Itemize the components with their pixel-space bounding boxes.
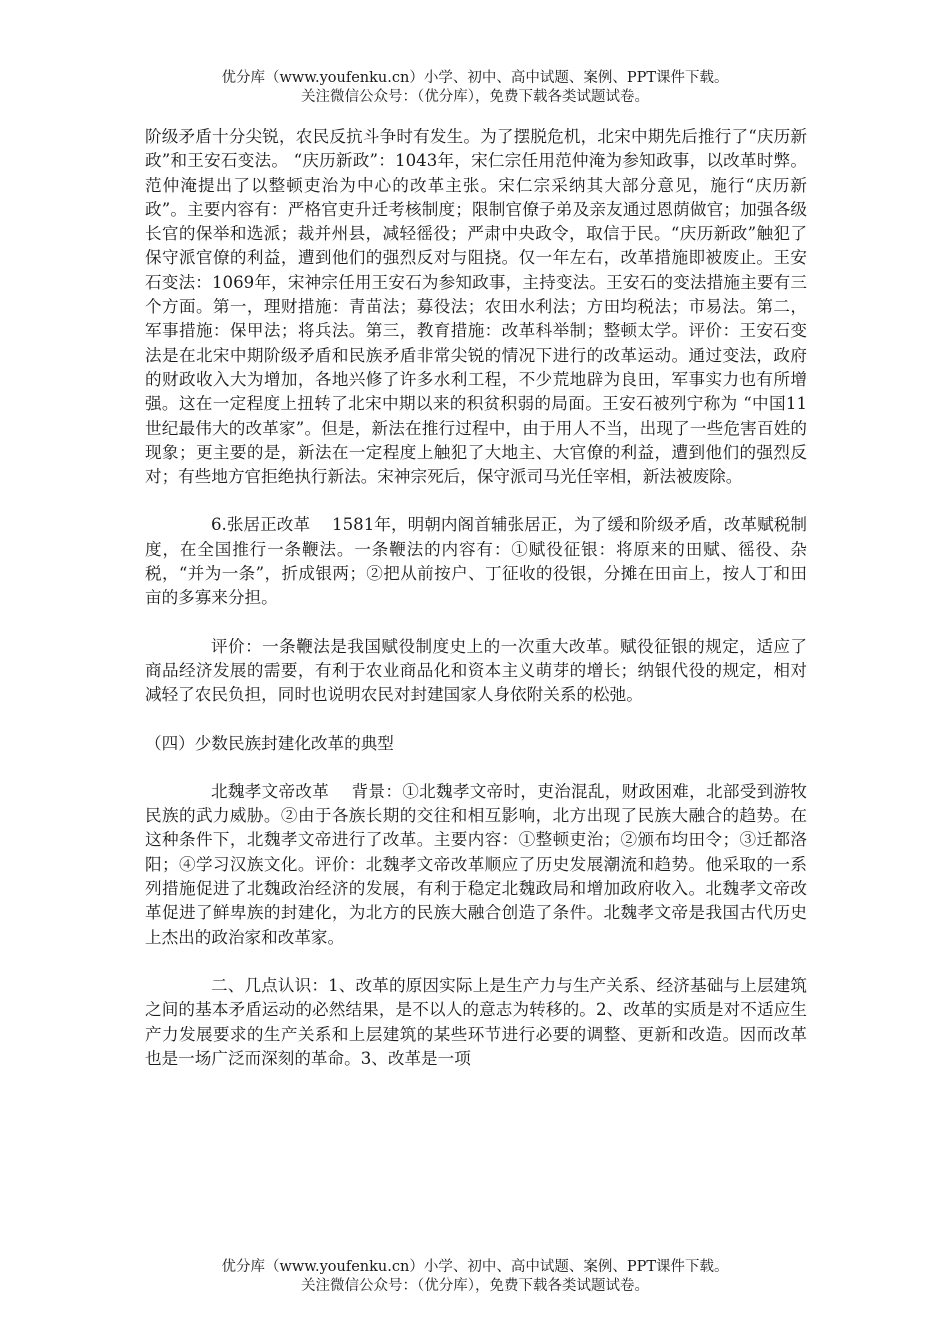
paragraph-gap (145, 756, 807, 780)
footer-line-1: 优分库（www.youfenku.cn）小学、初中、高中试题、案例、PPT课件下载。 (221, 1259, 729, 1275)
document-body (145, 125, 807, 1071)
paragraph-northern-wei-reform: 北魏孝文帝改革 背景：①北魏孝文帝时，吏治混乱，财政困难，北部受到游牧民族的武力威胁。②由于各族长期的交往和相互影响，北方出现了民族大融合的趋势。在这种条件下，北魏孝文帝进行了改革。主要内容：①整顿吏治；②颁布均田令；③迁都洛阳；④学习汉族文化。评价：北魏孝文帝改革顺应了历史发展潮流和趋势。他采取的一系列措施促进了北魏政治经济的发展，有利于稳定北魏政局和增加政府收入。北魏孝文帝改革促进了鲜卑族的封建化，为北方的民族大融合创造了条件。北魏孝文帝是我国古代历史上杰出的政治家和改革家。 (145, 781, 807, 947)
paragraph-song-reforms: 阶级矛盾十分尖锐，农民反抗斗争时有发生。为了摆脱危机，北宋中期先后推行了“庆历新政”和王安石变法。 “庆历新政”：1043年，宋仁宗任用范仲淹为参知政事，以改革时弊。范仲淹提出了以整顿吏治为中心的改革主张。宋仁宗采纳其大部分意见，施行“庆历新政”。主要内容有：严格官吏升迁考核制度；限制官僚子弟及亲友通过恩荫做官；加强各级长官的保举和选派；裁并州县，减轻徭役；严肃中央政令，取信于民。“庆历新政”触犯了保守派官僚的利益，遭到他们的强烈反对与阻挠。仅一年左右，改革措施即被废止。王安石变法：1069年，宋神宗任用王安石为参知政事，主持变法。王安石的变法措施主要有三个方面。第一，理财措施：青苗法；募役法；农田水利法；方田均税法；市易法。第二，军事措施：保甲法；将兵法。第三，教育措施：改革科举制；整顿太学。评价：王安石变法是在北宋中期阶级矛盾和民族矛盾非常尖锐的情况下进行的改革运动。通过变法，政府的财政收入大为增加，各地兴修了许多水利工程，不少荒地辟为良田，军事实力也有所增强。这在一定程度上扭转了北宋中期以来的积贫积弱的局面。王安石被列宁称为 “中国11世纪最伟大的改革家”。但是，新法在推行过程中，由于用人不当，出现了一些危害百姓的现象；更主要的是，新法在一定程度上触犯了大地主、大官僚的利益，遭到他们的强烈反对；有些地方官拒绝执行新法。宋神宗死后，保守派司马光任宰相，新法被废除。 (145, 127, 807, 487)
page-footer (0, 1258, 950, 1296)
header-line-1: 优分库（www.youfenku.cn）小学、初中、高中试题、案例、PPT课件下载。 (221, 70, 729, 86)
footer-line-2: 关注微信公众号：（优分库），免费下载各类试题试卷。 (301, 1278, 649, 1294)
paragraph-gap (145, 708, 807, 732)
paragraph-conclusions: 二、几点认识：1、改革的原因实际上是生产力与生产关系、经济基础与上层建筑之间的基本矛盾运动的必然结果，是不以人的意志为转移的。2、改革的实质是对不适应生产力发展要求的生产关系和上层建筑的某些环节进行必要的调整、更新和改造。因而改革也是一场广泛而深刻的革命。3、改革是一项 (145, 975, 807, 1068)
page-header (0, 69, 950, 107)
header-line-2: 关注微信公众号：（优分库），免费下载各类试题试卷。 (301, 89, 649, 105)
paragraph-gap (145, 611, 807, 635)
section-heading-4: （四）少数民族封建化改革的典型 (145, 733, 394, 753)
paragraph-zhang-juzheng-reform: 6.张居正改革 1581年，明朝内阁首辅张居正，为了缓和阶级矛盾，改革赋税制度，在全国推行一条鞭法。一条鞭法的内容有：①赋役征银：将原来的田赋、徭役、杂税，“并为一条”，折成银两；②把从前按户、丁征收的役银，分摊在田亩上，按人丁和田亩的多寡来分担。 (145, 515, 807, 608)
paragraph-gap (145, 489, 807, 513)
paragraph-gap (145, 950, 807, 974)
paragraph-evaluation: 评价：一条鞭法是我国赋役制度史上的一次重大改革。赋役征银的规定，适应了商品经济发展的需要，有利于农业商品化和资本主义萌芽的增长；纳银代役的规定，相对减轻了农民负担，同时也说明农民对封建国家人身依附关系的松弛。 (145, 636, 807, 705)
